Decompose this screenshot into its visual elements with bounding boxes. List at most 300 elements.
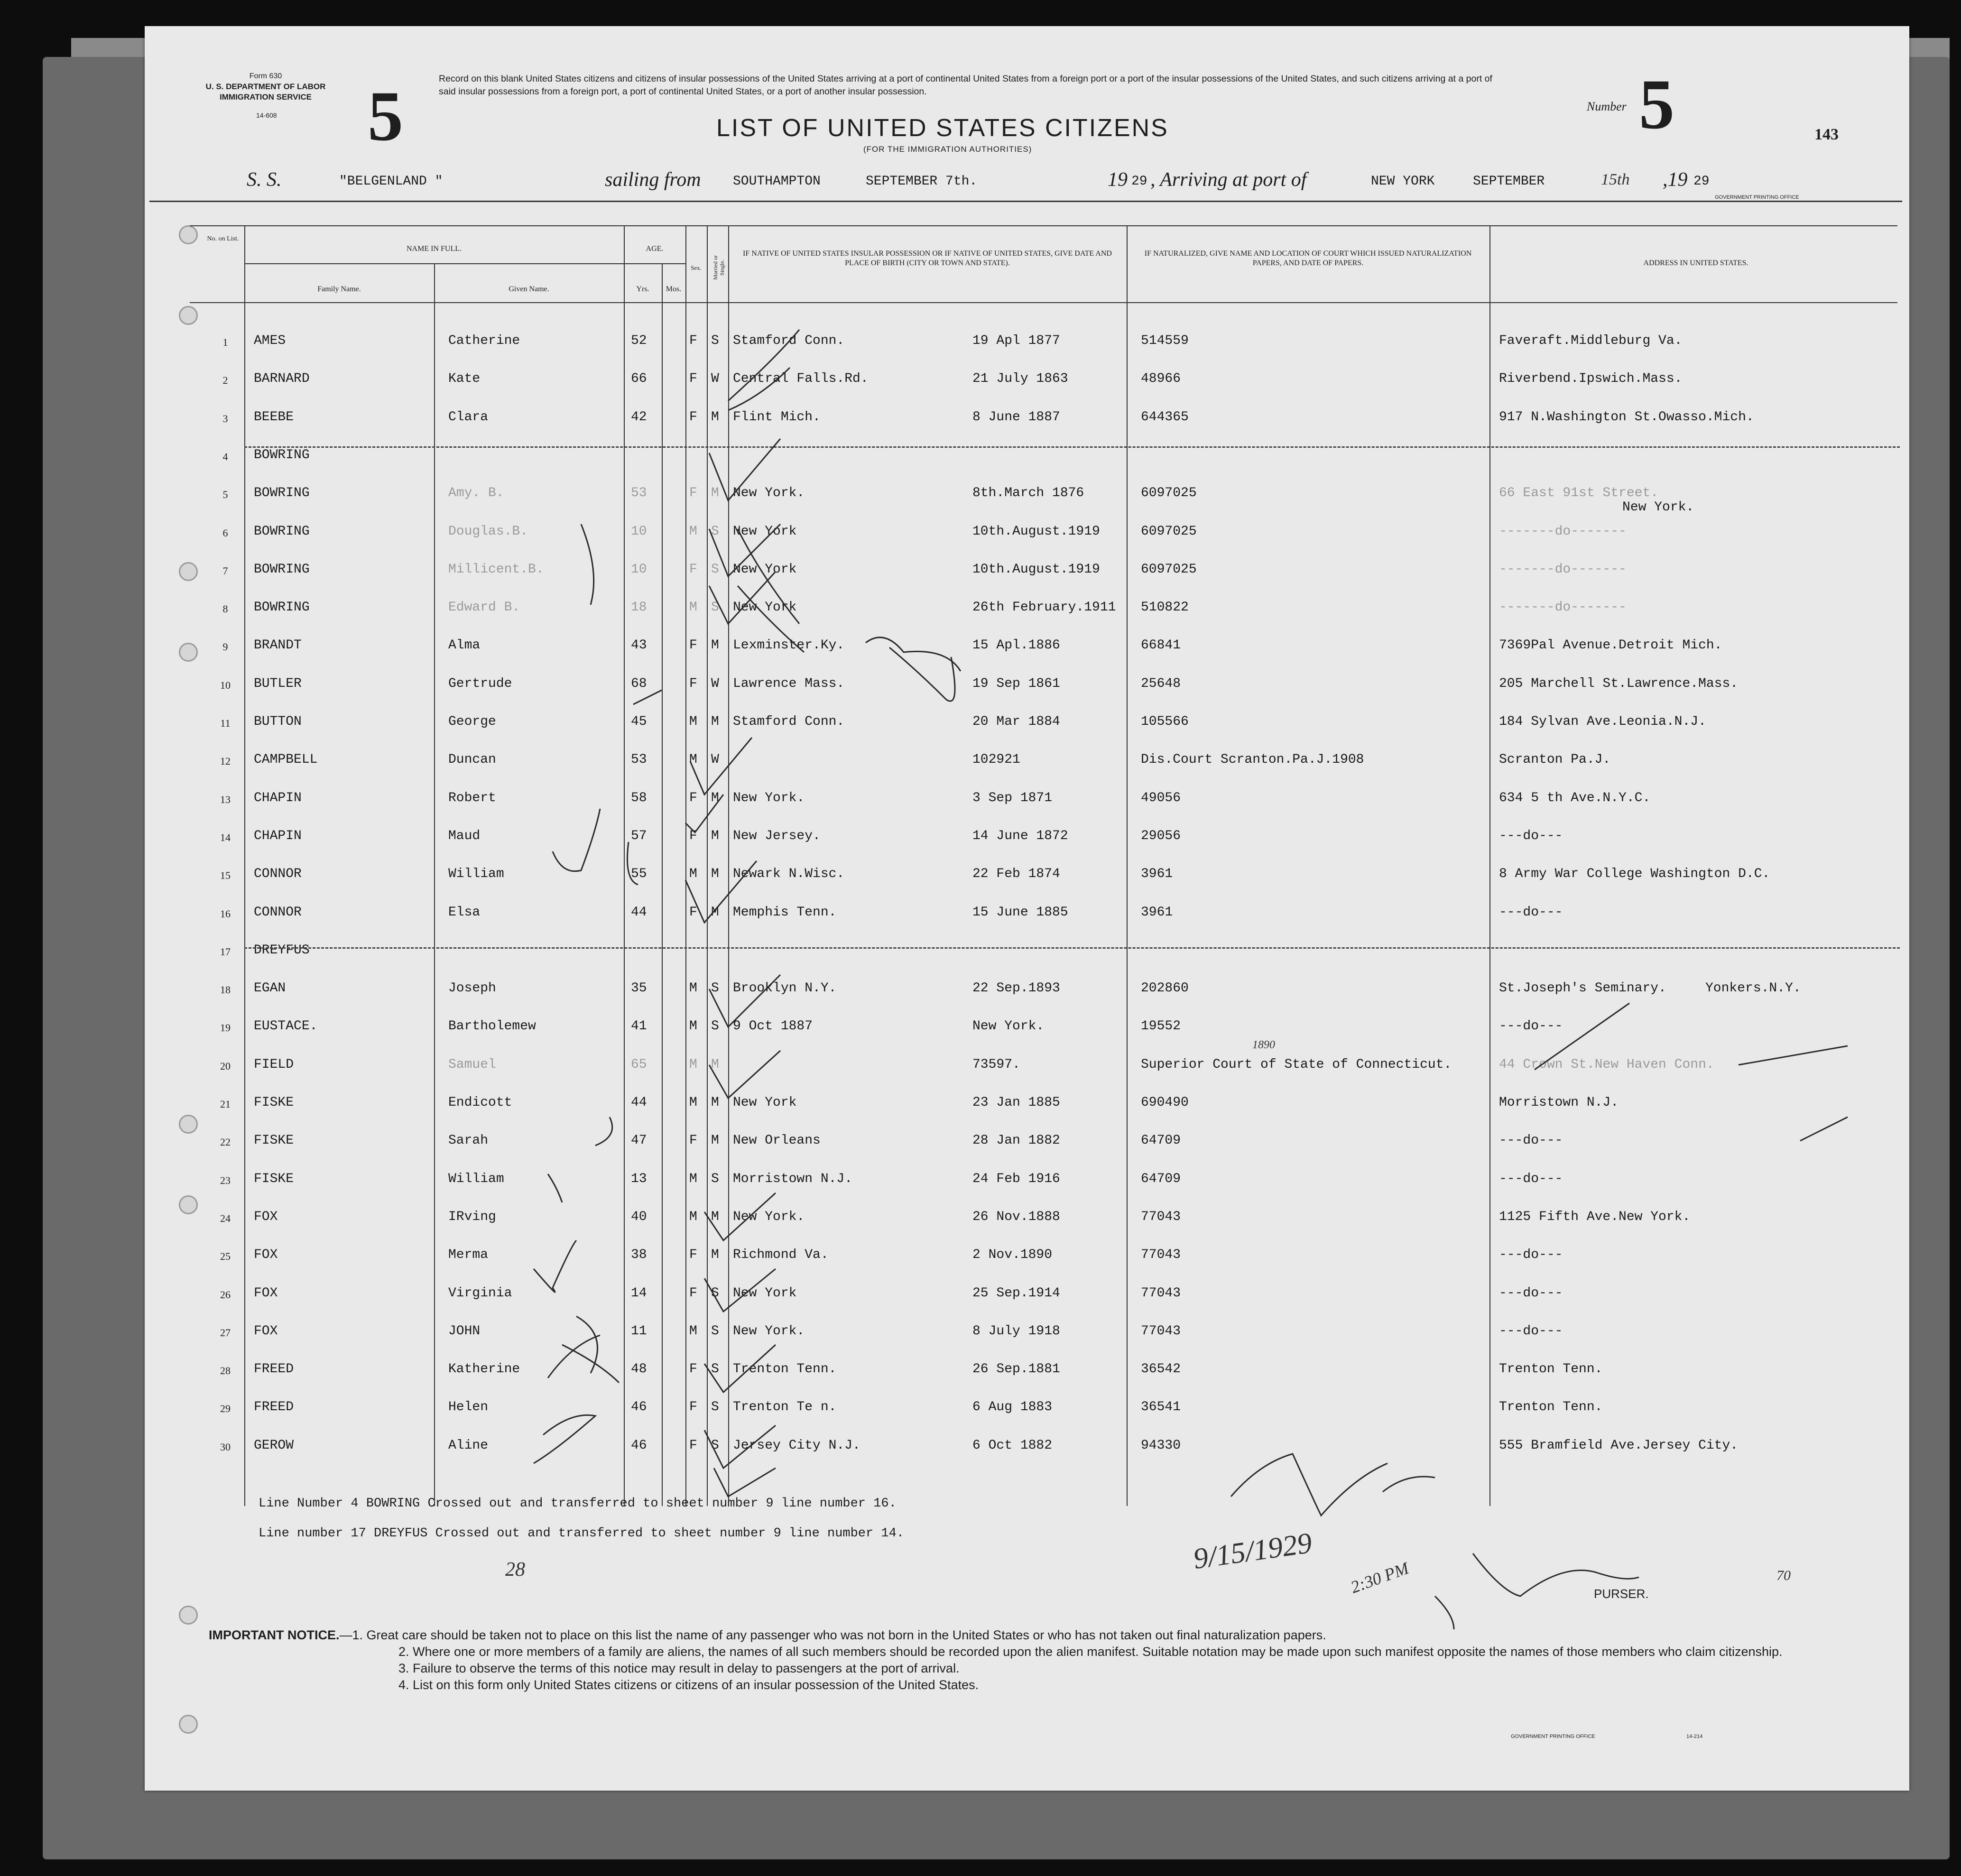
family-name-cell: BUTLER [254, 676, 302, 691]
family-name-cell: BARNARD [254, 371, 310, 386]
birth-date-cell: 22 Sep.1893 [972, 981, 1060, 996]
birth-place-cell: New York. [733, 1210, 805, 1224]
naturalization-cell: 94330 [1141, 1438, 1181, 1453]
row-number: 13 [220, 794, 231, 805]
age-cell: 47 [631, 1133, 647, 1148]
header-address: ADDRESS IN UNITED STATES. [1643, 259, 1748, 267]
birth-place-cell: Morristown N.J. [733, 1172, 853, 1186]
form-number: Form 630 [249, 72, 282, 80]
naturalization-cell: 6097025 [1141, 562, 1197, 577]
ss-label: S. S. [247, 169, 282, 191]
given-name-cell: Millicent.B. [448, 562, 544, 577]
family-name-cell: FOX [254, 1324, 278, 1339]
age-cell: 10 [631, 562, 647, 577]
address-cell: -------do------- [1499, 562, 1627, 577]
handwritten-check-marks [145, 26, 1909, 1791]
address-line-2-cell: Yonkers.N.Y. [1705, 981, 1801, 996]
birth-date-cell: 28 Jan 1882 [972, 1133, 1060, 1148]
given-name-cell: Katherine [448, 1362, 520, 1377]
sex-cell: F [689, 562, 697, 577]
marital-status-cell: S [711, 1172, 719, 1186]
age-cell: 65 [631, 1057, 647, 1072]
page-subtitle: (FOR THE IMMIGRATION AUTHORITIES) [863, 145, 1032, 154]
row-number: 27 [220, 1327, 231, 1339]
birth-date-cell: 26th February.1911 [972, 600, 1116, 615]
birth-date-cell: 8th.March 1876 [972, 486, 1084, 500]
sex-cell: M [689, 1210, 697, 1224]
arrival-date: SEPTEMBER [1473, 174, 1545, 189]
address-cell: ---do--- [1499, 1286, 1563, 1301]
birth-place-cell: New York [733, 1286, 797, 1301]
address-cell: ---do--- [1499, 829, 1563, 843]
sex-cell: F [689, 1400, 697, 1414]
row-number: 8 [222, 603, 228, 615]
sex-cell: F [689, 1286, 697, 1301]
family-name-cell: FREED [254, 1362, 294, 1377]
marital-status-cell: M [711, 791, 719, 805]
naturalization-cell: 77043 [1141, 1286, 1181, 1301]
address-cell: Trenton Tenn. [1499, 1400, 1603, 1414]
birth-place-cell: New York. [733, 486, 805, 500]
sex-cell: M [689, 981, 697, 996]
birth-place-cell: New York [733, 562, 797, 577]
birth-date-cell: 20 Mar 1884 [972, 714, 1060, 729]
row-number: 16 [220, 908, 231, 920]
naturalization-cell: 77043 [1141, 1248, 1181, 1262]
printing-office-mark: GOVERNMENT PRINTING OFFICE [1715, 194, 1799, 200]
handwritten-time: 2:30 PM [1348, 1558, 1411, 1597]
age-cell: 35 [631, 981, 647, 996]
birth-date-cell: 15 June 1885 [972, 905, 1068, 920]
address-cell: 44 Crown St.New Haven Conn. [1499, 1057, 1714, 1072]
record-instructions: Record on this blank United States citizens and citizens of insular possessions of the United States arriving at a port of continental United States from a foreign port or a port of the insular possessions of the United States, and such citizens arriving at a port of said insular possessions from a foreign port, a port of continental United States, or a port of another insular possession. [439, 74, 1492, 97]
naturalization-cell: 510822 [1141, 600, 1189, 615]
sex-cell: M [689, 752, 697, 767]
birth-place-cell: Memphis Tenn. [733, 905, 837, 920]
department-name: U. S. DEPARTMENT OF LABOR [205, 82, 326, 91]
family-name-cell: BRANDT [254, 638, 302, 653]
address-cell: ---do--- [1499, 1248, 1563, 1262]
header-sex: Sex. [691, 264, 702, 271]
sex-cell: M [689, 714, 697, 729]
birth-date-cell: 25 Sep.1914 [972, 1286, 1060, 1301]
marital-status-cell: M [711, 410, 719, 425]
header-family-name: Family Name. [317, 285, 361, 293]
given-name-cell: Endicott [448, 1095, 512, 1110]
birth-place-cell: Brooklyn N.Y. [733, 981, 837, 996]
marital-status-cell: W [711, 371, 719, 386]
manifest-sheet [145, 26, 1909, 1791]
family-name-cell: FOX [254, 1210, 278, 1224]
sex-cell: M [689, 1172, 697, 1186]
notice-4: 4. List on this form only United States citizens or citizens of an insular possession of the United States. [398, 1678, 979, 1692]
family-name-cell: BOWRING [254, 448, 310, 462]
birth-place-cell: New Orleans [733, 1133, 821, 1148]
marital-status-cell: S [711, 1438, 719, 1453]
marital-status-cell: S [711, 562, 719, 577]
address-cell: Riverbend.Ipswich.Mass. [1499, 371, 1683, 386]
age-cell: 10 [631, 524, 647, 539]
given-name-cell: Edward B. [448, 600, 520, 615]
row-number: 4 [222, 451, 228, 462]
address-cell: St.Joseph's Seminary. [1499, 981, 1666, 996]
birth-place-cell: Stamford Conn. [733, 333, 845, 348]
year-prefix: 19 [1108, 169, 1128, 191]
naturalization-cell: 36542 [1141, 1362, 1181, 1377]
header-name-in-full: NAME IN FULL. [407, 245, 462, 253]
footer-code: 14-214 [1686, 1734, 1703, 1739]
birth-date-cell: 14 June 1872 [972, 829, 1068, 843]
given-name-cell: Clara [448, 410, 489, 425]
birth-date-cell: New York. [972, 1019, 1045, 1034]
age-cell: 43 [631, 638, 647, 653]
given-name-cell: Samuel [448, 1057, 496, 1072]
birth-date-cell: 10th.August.1919 [972, 524, 1100, 539]
naturalization-cell: 514559 [1141, 333, 1189, 348]
birth-date-cell: 23 Jan 1885 [972, 1095, 1060, 1110]
row-number: 25 [220, 1250, 231, 1262]
marital-status-cell: S [711, 524, 719, 539]
family-name-cell: FOX [254, 1248, 278, 1262]
sailing-label: sailing from [605, 169, 701, 191]
family-name-cell: FISKE [254, 1133, 294, 1148]
address-cell: 205 Marchell St.Lawrence.Mass. [1499, 676, 1739, 691]
row-number: 15 [220, 869, 231, 881]
purser-label: PURSER. [1594, 1587, 1649, 1601]
given-name-cell: George [448, 714, 496, 729]
sex-cell: M [689, 867, 697, 881]
birth-place-cell: Trenton Tenn. [733, 1362, 837, 1377]
row-number: 28 [220, 1365, 231, 1377]
header-given-name: Given Name. [509, 285, 549, 293]
address-cell: ---do--- [1499, 1133, 1563, 1148]
row-number: 29 [220, 1403, 231, 1414]
row-number: 30 [220, 1441, 231, 1453]
header-months: Mos. [666, 285, 682, 293]
age-cell: 68 [631, 676, 647, 691]
sex-cell: M [689, 1095, 697, 1110]
departure-port: SOUTHAMPTON [733, 174, 821, 189]
marital-status-cell: M [711, 867, 719, 881]
address-cell: 184 Sylvan Ave.Leonia.N.J. [1499, 714, 1706, 729]
row-number: 17 [220, 946, 231, 958]
marital-status-cell: S [711, 333, 719, 348]
given-name-cell: JOHN [448, 1324, 481, 1339]
birth-place-cell: Richmond Va. [733, 1248, 829, 1262]
naturalization-cell: 6097025 [1141, 524, 1197, 539]
age-cell: 18 [631, 600, 647, 615]
row-number: 6 [222, 527, 228, 539]
birth-place-cell: Trenton Te n. [733, 1400, 837, 1414]
row-number: 23 [220, 1174, 231, 1186]
birth-date-cell: 26 Nov.1888 [972, 1210, 1060, 1224]
sex-cell: F [689, 371, 697, 386]
departure-date: SEPTEMBER 7th. [866, 174, 978, 189]
ship-name: "BELGENLAND " [339, 174, 443, 189]
notice-2: 2. Where one or more members of a family are aliens, the names of all such members should be recorded upon the alien manifest. Suitable notation may be made upon such manifest opposite the names of those members who claim citizenship. [398, 1645, 1783, 1659]
notice-title: IMPORTANT NOTICE. [209, 1628, 340, 1642]
sex-cell: M [689, 1057, 697, 1072]
birth-date-cell: 8 July 1918 [972, 1324, 1060, 1339]
marital-status-cell: S [711, 1324, 719, 1339]
address-cell: ---do--- [1499, 905, 1563, 920]
handwritten-1890: 1890 [1252, 1039, 1275, 1051]
arrival-day: 15th [1601, 171, 1630, 188]
birth-date-cell: 10th.August.1919 [972, 562, 1100, 577]
age-cell: 58 [631, 791, 647, 805]
row-number: 5 [222, 489, 228, 500]
birth-place-cell: New York [733, 524, 797, 539]
marital-status-cell: S [711, 1019, 719, 1034]
row-number: 9 [222, 641, 228, 653]
naturalization-cell: 644365 [1141, 410, 1189, 425]
birth-date-cell: 15 Apl.1886 [972, 638, 1060, 653]
row-number: 24 [220, 1212, 231, 1224]
age-cell: 13 [631, 1172, 647, 1186]
birth-place-cell: Flint Mich. [733, 410, 821, 425]
address-cell: 917 N.Washington St.Owasso.Mich. [1499, 410, 1754, 425]
arriving-label: , Arriving at port of [1150, 169, 1307, 191]
given-name-cell: Helen [448, 1400, 489, 1414]
birth-place-cell: Newark N.Wisc. [733, 867, 845, 881]
printing-office-footer: GOVERNMENT PRINTING OFFICE [1511, 1734, 1595, 1739]
notice-1: —1. Great care should be taken not to place on this list the name of any passenger who was not born in the United States or who has not taken out final naturalization papers. [339, 1628, 1326, 1642]
address-cell: 634 5 th Ave.N.Y.C. [1499, 791, 1651, 805]
family-name-cell: BUTTON [254, 714, 302, 729]
page-title: LIST OF UNITED STATES CITIZENS [716, 114, 1169, 142]
age-cell: 55 [631, 867, 647, 881]
naturalization-cell: 77043 [1141, 1210, 1181, 1224]
birth-date-cell: 6 Aug 1883 [972, 1400, 1053, 1414]
address-cell: ---do--- [1499, 1019, 1563, 1034]
birth-place-cell: New York. [733, 1324, 805, 1339]
marital-status-cell: S [711, 1362, 719, 1377]
sex-cell: F [689, 1133, 697, 1148]
naturalization-cell: 36541 [1141, 1400, 1181, 1414]
birth-date-cell: 73597. [972, 1057, 1020, 1072]
age-cell: 38 [631, 1248, 647, 1262]
row-number: 21 [220, 1098, 231, 1110]
marital-status-cell: M [711, 1057, 719, 1072]
sex-cell: M [689, 600, 697, 615]
given-name-cell: Elsa [448, 905, 481, 920]
address-cell: Trenton Tenn. [1499, 1362, 1603, 1377]
birth-date-cell: 19 Apl 1877 [972, 333, 1060, 348]
family-name-cell: FISKE [254, 1172, 294, 1186]
sheet-number-right: 5 [1639, 65, 1674, 144]
family-name-cell: CHAPIN [254, 791, 302, 805]
marital-status-cell: M [711, 714, 719, 729]
family-name-cell: FIELD [254, 1057, 294, 1072]
family-name-cell: BOWRING [254, 600, 310, 615]
row-number: 22 [220, 1136, 231, 1148]
address-cell: ---do--- [1499, 1172, 1563, 1186]
given-name-cell: Alma [448, 638, 481, 653]
age-cell: 40 [631, 1210, 647, 1224]
header-naturalized: IF NATURALIZED, GIVE NAME AND LOCATION OF COURT WHICH ISSUED NATURALIZATION PAPERS, AND DATE OF PAPERS. [1144, 250, 1472, 267]
form-code: 14-608 [256, 111, 277, 119]
family-name-cell: GEROW [254, 1438, 294, 1453]
naturalization-cell: 48966 [1141, 371, 1181, 386]
row-number: 19 [220, 1022, 231, 1034]
given-name-cell: Sarah [448, 1133, 489, 1148]
naturalization-cell: 64709 [1141, 1172, 1181, 1186]
family-name-cell: CONNOR [254, 905, 302, 920]
age-cell: 46 [631, 1438, 647, 1453]
naturalization-cell: 6097025 [1141, 486, 1197, 500]
naturalization-cell: Superior Court of State of Connecticut. [1141, 1057, 1452, 1072]
notice-line-1 [209, 1627, 1897, 1644]
family-name-cell: AMES [254, 333, 286, 348]
birth-date-cell: 3 Sep 1871 [972, 791, 1053, 805]
number-label: Number [1587, 100, 1627, 113]
age-cell: 14 [631, 1286, 647, 1301]
marital-status-cell: M [711, 905, 719, 920]
age-cell: 11 [631, 1324, 647, 1339]
given-name-cell: Douglas.B. [448, 524, 528, 539]
page-number: 143 [1814, 126, 1839, 143]
sex-cell: M [689, 1324, 697, 1339]
birth-date-cell: 21 July 1863 [972, 371, 1068, 386]
family-name-cell: DREYFUS [254, 943, 310, 958]
address-cell: 7369Pal Avenue.Detroit Mich. [1499, 638, 1722, 653]
family-name-cell: BEEBE [254, 410, 294, 425]
address-cell: Morristown N.J. [1499, 1095, 1619, 1110]
sex-cell: F [689, 1438, 697, 1453]
marital-status-cell: W [711, 752, 719, 767]
age-cell: 44 [631, 905, 647, 920]
marital-status-cell: M [711, 638, 719, 653]
family-name-cell: CHAPIN [254, 829, 302, 843]
birth-date-cell: 2 Nov.1890 [972, 1248, 1053, 1262]
address-cell: 66 East 91st Street. [1499, 486, 1659, 500]
birth-date-cell: 24 Feb 1916 [972, 1172, 1060, 1186]
service-name: IMMIGRATION SERVICE [220, 92, 312, 102]
naturalization-cell: 77043 [1141, 1324, 1181, 1339]
row-number: 12 [220, 755, 231, 767]
address-cell: 555 Bramfield Ave.Jersey City. [1499, 1438, 1739, 1453]
marital-status-cell: M [711, 1133, 719, 1148]
family-name-cell: EUSTACE. [254, 1019, 318, 1034]
birth-place-cell: 9 Oct 1887 [733, 1019, 813, 1034]
age-cell: 41 [631, 1019, 647, 1034]
sex-cell: F [689, 905, 697, 920]
given-name-cell: Duncan [448, 752, 496, 767]
address-cell: Scranton Pa.J. [1499, 752, 1611, 767]
address-cell: 8 Army War College Washington D.C. [1499, 867, 1770, 881]
family-name-cell: CONNOR [254, 867, 302, 881]
family-name-cell: CAMPBELL [254, 752, 318, 767]
given-name-cell: Bartholemew [448, 1019, 536, 1034]
row-number: 20 [220, 1060, 231, 1072]
birth-place-cell: New York [733, 600, 797, 615]
birth-place-cell: Lexminster.Ky. [733, 638, 845, 653]
sex-cell: F [689, 1362, 697, 1377]
age-cell: 48 [631, 1362, 647, 1377]
sex-cell: M [689, 524, 697, 539]
sex-cell: F [689, 1248, 697, 1262]
birth-place-cell: New York. [733, 791, 805, 805]
given-name-cell: Virginia [448, 1286, 512, 1301]
age-cell: 44 [631, 1095, 647, 1110]
marital-status-cell: M [711, 486, 719, 500]
birth-place-cell: New York [733, 1095, 797, 1110]
row-number: 18 [220, 984, 231, 996]
given-name-cell: William [448, 867, 504, 881]
row-number: 26 [220, 1289, 231, 1301]
address-cell: -------do------- [1499, 600, 1627, 615]
sex-cell: F [689, 791, 697, 805]
handwritten-28: 28 [505, 1559, 525, 1580]
birth-date-cell: 19 Sep 1861 [972, 676, 1060, 691]
given-name-cell: Maud [448, 829, 481, 843]
family-name-cell: BOWRING [254, 486, 310, 500]
header-age: AGE. [646, 245, 664, 253]
header-years: Yrs. [636, 285, 649, 293]
birth-place-cell: Stamford Conn. [733, 714, 845, 729]
row-number: 11 [220, 717, 231, 729]
family-name-cell: FREED [254, 1400, 294, 1414]
birth-place-cell: Jersey City N.J. [733, 1438, 860, 1453]
naturalization-cell: 690490 [1141, 1095, 1189, 1110]
row-number: 3 [222, 413, 228, 425]
year2-suffix: 29 [1693, 174, 1710, 189]
birth-date-cell: 6 Oct 1882 [972, 1438, 1053, 1453]
given-name-cell: Kate [448, 371, 481, 386]
age-cell: 53 [631, 752, 647, 767]
sheet-number-left: 5 [368, 77, 403, 156]
family-name-cell: BOWRING [254, 524, 310, 539]
marital-status-cell: S [711, 600, 719, 615]
birth-place-cell: Central Falls.Rd. [733, 371, 869, 386]
marital-status-cell: S [711, 1400, 719, 1414]
important-notice [209, 1627, 1897, 1693]
sex-cell: F [689, 829, 697, 843]
given-name-cell: Merma [448, 1248, 489, 1262]
sex-cell: F [689, 486, 697, 500]
birth-place-cell: New Jersey. [733, 829, 821, 843]
row-number: 14 [220, 832, 231, 843]
naturalization-cell: 19552 [1141, 1019, 1181, 1034]
address-cell: ---do--- [1499, 1324, 1563, 1339]
row-number: 7 [222, 565, 228, 577]
sex-cell: F [689, 676, 697, 691]
header-native: IF NATIVE OF UNITED STATES INSULAR POSSESSION OR IF NATIVE OF UNITED STATES, GIVE DATE AND PLACE OF BIRTH (CITY OR TOWN AND STATE). [743, 250, 1112, 267]
given-name-cell: Catherine [448, 333, 520, 348]
naturalization-cell: 105566 [1141, 714, 1189, 729]
handwritten-date: 9/15/1929 [1191, 1526, 1314, 1576]
naturalization-cell: 66841 [1141, 638, 1181, 653]
marital-status-cell: S [711, 981, 719, 996]
birth-date-cell: 8 June 1887 [972, 410, 1060, 425]
birth-date-cell: 22 Feb 1874 [972, 867, 1060, 881]
address-line-2-cell: New York. [1622, 500, 1694, 515]
footer-note-2: Line number 17 DREYFUS Crossed out and transferred to sheet number 9 line number 14. [259, 1526, 905, 1541]
age-cell: 66 [631, 371, 647, 386]
header-married-single: Married or Single. [712, 255, 725, 280]
given-name-cell: Robert [448, 791, 496, 805]
given-name-cell: William [448, 1172, 504, 1186]
family-name-cell: FOX [254, 1286, 278, 1301]
marital-status-cell: S [711, 1286, 719, 1301]
age-cell: 57 [631, 829, 647, 843]
footer-note-1: Line Number 4 BOWRING Crossed out and transferred to sheet number 9 line number 16. [259, 1497, 897, 1511]
family-name-cell: FISKE [254, 1095, 294, 1110]
marital-status-cell: M [711, 1210, 719, 1224]
arrival-port: NEW YORK [1371, 174, 1435, 189]
year-suffix: 29 [1131, 174, 1147, 189]
age-cell: 53 [631, 486, 647, 500]
